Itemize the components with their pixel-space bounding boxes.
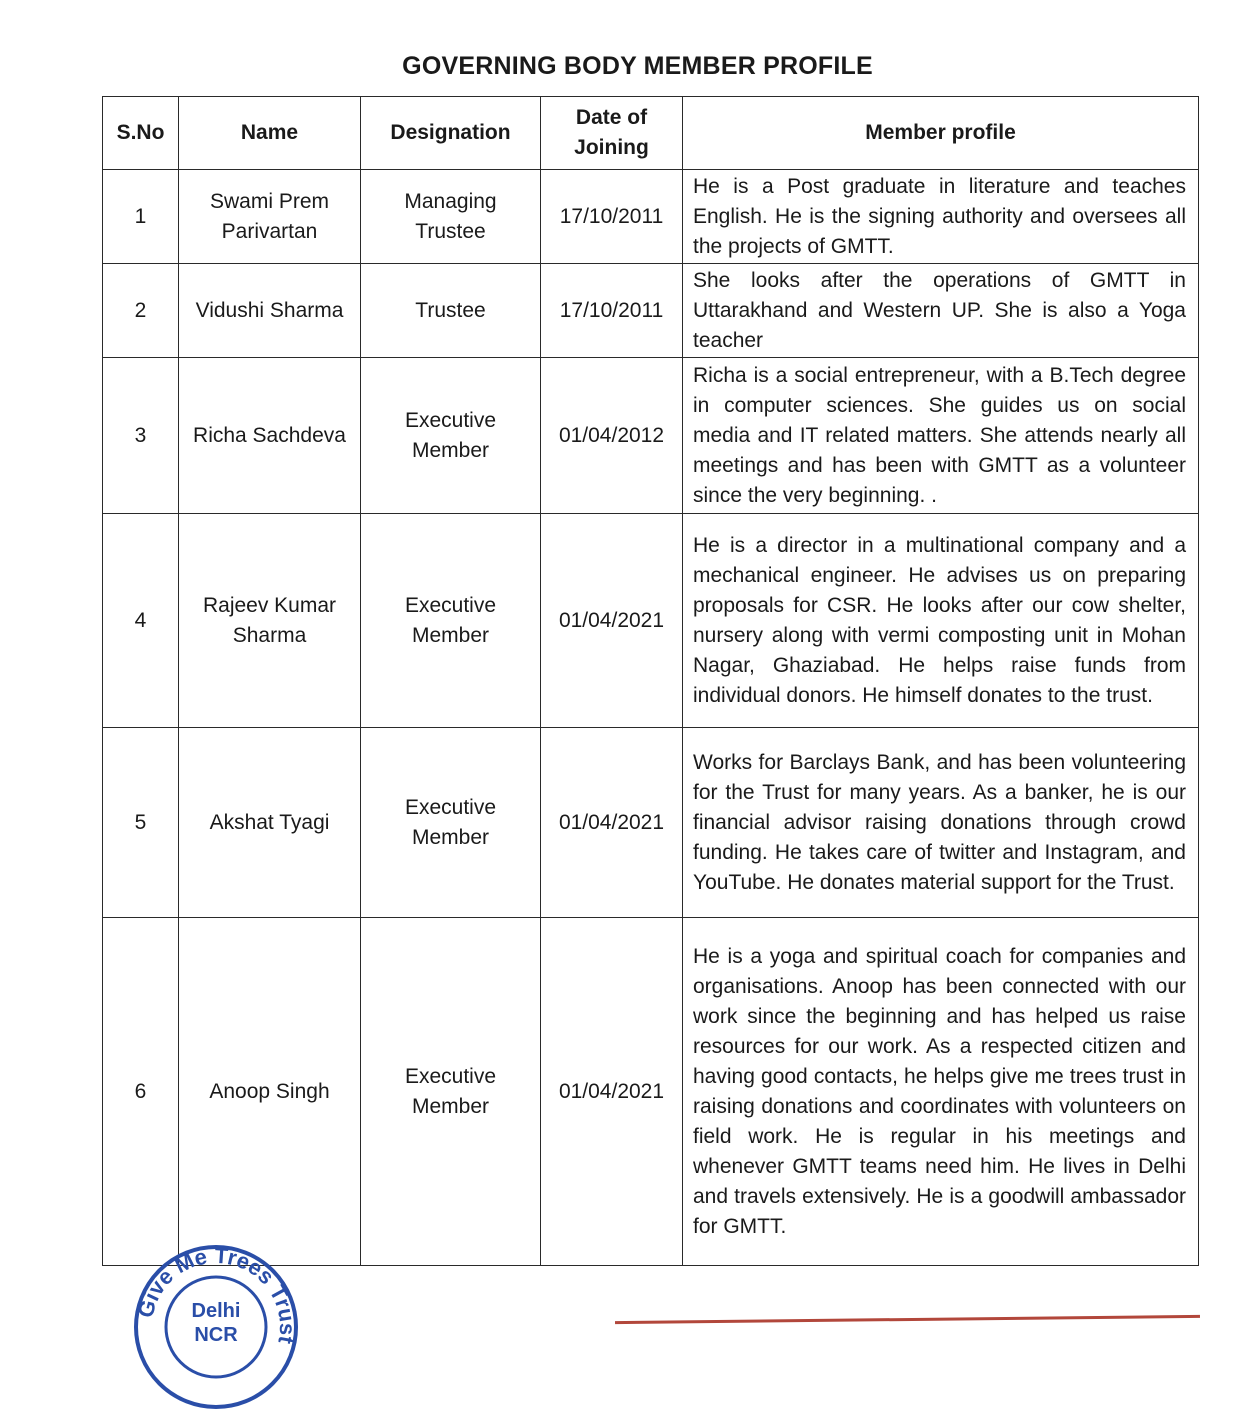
cell-date: 01/04/2021 xyxy=(541,918,683,1266)
cell-profile: He is a yoga and spiritual coach for companies and organisations. Anoop has been connected with our work since the beginning and has helped us raise resources for our work. As a respected citizen and having good contacts, he helps give me trees trust in raising donations and coordinates with volunteers on field work. He is regular in his meetings and whenever GMTT teams need him. He lives in Delhi and travels extensively. He is a goodwill ambassador for GMTT. xyxy=(683,918,1199,1266)
cell-name: Vidushi Sharma xyxy=(179,264,361,358)
trust-seal-stamp xyxy=(132,1243,300,1411)
table-header-row xyxy=(103,97,1199,170)
cell-designation: Executive Member xyxy=(361,358,541,514)
cell-sno: 4 xyxy=(103,514,179,728)
cell-sno: 5 xyxy=(103,728,179,918)
seal-center-line2: NCR xyxy=(194,1324,238,1346)
page-title: GOVERNING BODY MEMBER PROFILE xyxy=(402,52,873,80)
cell-profile: Works for Barclays Bank, and has been volunteering for the Trust for many years. As a banker, he is our financial advisor raising donations through crowd funding. He takes care of twitter and Instagram, and YouTube. He donates material support for the Trust. xyxy=(683,728,1199,918)
cell-date: 17/10/2011 xyxy=(541,264,683,358)
cell-name: Rajeev Kumar Sharma xyxy=(179,514,361,728)
cell-date: 01/04/2021 xyxy=(541,514,683,728)
member-profile-table xyxy=(102,96,1199,1266)
cell-date: 17/10/2011 xyxy=(541,170,683,264)
column-header-date: Date of Joining xyxy=(541,97,683,170)
table-row xyxy=(103,514,1199,728)
bottom-rule xyxy=(615,1315,1200,1324)
cell-name: Richa Sachdeva xyxy=(179,358,361,514)
cell-sno: 2 xyxy=(103,264,179,358)
column-header-profile: Member profile xyxy=(683,97,1199,170)
cell-designation: Executive Member xyxy=(361,514,541,728)
seal-ring-text: Give Me Trees Trust xyxy=(132,1243,300,1346)
cell-designation: Managing Trustee xyxy=(361,170,541,264)
cell-designation: Trustee xyxy=(361,264,541,358)
column-header-designation: Designation xyxy=(361,97,541,170)
cell-sno: 1 xyxy=(103,170,179,264)
table-row xyxy=(103,918,1199,1266)
cell-sno: 6 xyxy=(103,918,179,1266)
table-row xyxy=(103,728,1199,918)
cell-profile: He is a Post graduate in literature and teaches English. He is the signing authority and oversees all the projects of GMTT. xyxy=(683,170,1199,264)
cell-designation: Executive Member xyxy=(361,728,541,918)
cell-sno: 3 xyxy=(103,358,179,514)
cell-profile: Richa is a social entrepreneur, with a B.Tech degree in computer sciences. She guides us on social media and IT related matters. She attends nearly all meetings and has been with GMTT as a volunteer since the very beginning. . xyxy=(683,358,1199,514)
cell-date: 01/04/2012 xyxy=(541,358,683,514)
column-header-sno: S.No xyxy=(103,97,179,170)
column-header-name: Name xyxy=(179,97,361,170)
cell-profile: She looks after the operations of GMTT in Uttarakhand and Western UP. She is also a Yoga teacher xyxy=(683,264,1199,358)
table-row xyxy=(103,170,1199,264)
cell-profile: He is a director in a multinational company and a mechanical engineer. He advises us on preparing proposals for CSR. He looks after our cow shelter, nursery along with vermi composting unit in Mohan Nagar, Ghaziabad. He helps raise funds from individual donors. He himself donates to the trust. xyxy=(683,514,1199,728)
cell-designation: Executive Member xyxy=(361,918,541,1266)
cell-name: Anoop Singh xyxy=(179,918,361,1266)
cell-name: Akshat Tyagi xyxy=(179,728,361,918)
cell-name: Swami Prem Parivartan xyxy=(179,170,361,264)
seal-center-line1: Delhi xyxy=(191,1300,241,1322)
table-row xyxy=(103,264,1199,358)
table-row xyxy=(103,358,1199,514)
cell-date: 01/04/2021 xyxy=(541,728,683,918)
